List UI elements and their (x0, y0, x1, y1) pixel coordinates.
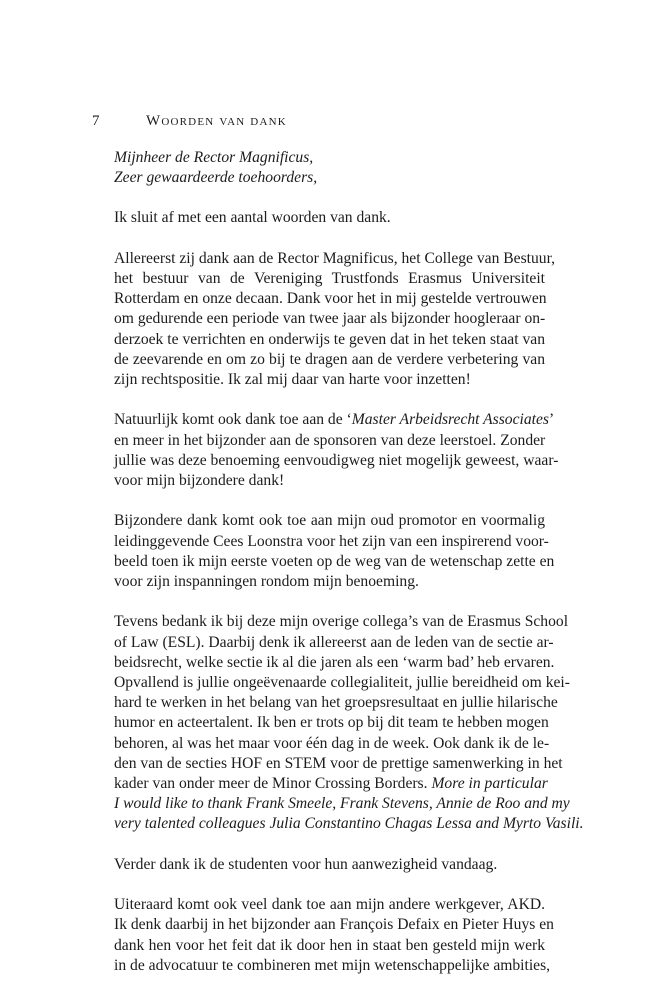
text-line: en meer in het bijzonder aan de sponsoren van deze leerstoel. Zonder (114, 431, 546, 449)
text-line: Allereerst zij dank aan de Rector Magnificus, het College van Bestuur, (114, 249, 556, 267)
text-line: Bijzondere dank komt ook toe aan mijn oud promotor en voormalig (114, 512, 545, 530)
page-number: 7 (92, 113, 101, 129)
paragraph-closing-intro (114, 208, 545, 228)
text-line: beidsrecht, welke sectie ik al die jaren als een ‘warm bad’ heb ervaren. (114, 653, 555, 671)
text-line: of Law (ESL). Daarbij denk ik allereerst aan de leden van de sectie ar- (114, 633, 554, 651)
italic-text-segment: Master Arbeidsrecht Associates (351, 411, 549, 429)
text-line: Ik sluit af met een aantal woorden van dank. (114, 209, 391, 227)
salutation-line: Mijnheer de Rector Magnificus, (114, 149, 314, 166)
text-line: Natuurlijk komt ook dank toe aan de ‘Master Arbeidsrecht Associates’ (114, 411, 555, 429)
text-line: de zeevarende en om zo bij te dragen aan de verdere verbetering van (114, 350, 545, 368)
text-line: humor en acteertalent. Ik ben er trots op bij dit team te hebben mogen (114, 714, 549, 732)
text-line: zijn rechtspositie. Ik zal mij daar van harte voor inzetten! (114, 371, 471, 389)
running-head (92, 113, 287, 130)
text-line: dank hen voor het feit dat ik door hen in staat ben gesteld mijn werk (114, 936, 545, 954)
text-line: Uiteraard komt ook veel dank toe aan mijn andere werkgever, AKD. (114, 896, 545, 914)
text-line: het bestuur van de Vereniging Trustfonds Erasmus Universiteit (114, 270, 545, 287)
text-line: Tevens bedank ik bij deze mijn overige collega’s van de Erasmus School (114, 613, 569, 631)
text-line: hard te werken in het belang van het groepsresultaat en jullie hilarische (114, 694, 558, 712)
paragraph-thanks-students (114, 855, 545, 875)
text-line: behoren, al was het maar voor één dag in de week. Ook dank ik de le- (114, 734, 550, 752)
text-line: jullie was deze benoeming eenvoudigweg niet mogelijk geweest, waar- (114, 451, 559, 469)
paragraph-thanks-sponsors (114, 410, 559, 491)
text-line: Opvallend is jullie ongeëvenaarde collegialiteit, jullie bereidheid om kei- (114, 674, 570, 692)
text-segment: kader van onder meer de Minor Crossing Borders. (114, 775, 428, 793)
text-line (114, 774, 548, 794)
text-line: Verder dank ik de studenten voor hun aanwezigheid vandaag. (114, 855, 498, 873)
italic-text-segment: More in particular (431, 775, 548, 793)
body-text (114, 148, 584, 996)
text-line: Rotterdam en onze decaan. Dank voor het in mij gestelde vertrouwen (114, 290, 547, 308)
text-line: leidinggevende Cees Loonstra voor het zijn van een inspirerend voor- (114, 532, 549, 550)
text-line: Ik denk daarbij in het bijzonder aan François Defaix en Pieter Huys en (114, 916, 554, 934)
italic-text-line: very talented colleagues Julia Constantino Chagas Lessa and Myrto Vasili. (114, 815, 584, 833)
italic-text-line: I would like to thank Frank Smeele, Frank Stevens, Annie de Roo and my (114, 795, 570, 813)
text-line: om gedurende een periode van twee jaar als bijzonder hoogleraar on- (114, 310, 546, 328)
salutation-line: Zeer gewaardeerde toehoorders, (114, 169, 318, 187)
text-line: den van de secties HOF en STEM voor de prettige samenwerking in het (114, 754, 563, 772)
paragraph-thanks-colleagues (114, 612, 584, 834)
chapter-title: Woorden van dank (146, 113, 287, 129)
text-line: in de advocatuur te combineren met mijn wetenschappelijke ambities, (114, 956, 551, 974)
text-line: voor mijn bijzondere dank! (114, 472, 285, 490)
salutation (114, 148, 545, 188)
text-line: voor zijn inspanningen rondom mijn benoeming. (114, 573, 419, 591)
paragraph-thanks-employer (114, 895, 554, 976)
text-line: beeld toen ik mijn eerste voeten op de weg van de wetenschap zette en (114, 552, 555, 570)
paragraph-thanks-rector (114, 249, 556, 390)
text-line: derzoek te verrichten en onderwijs te geven dat in het teken staat van (114, 330, 545, 348)
paragraph-thanks-promotor (114, 511, 555, 592)
